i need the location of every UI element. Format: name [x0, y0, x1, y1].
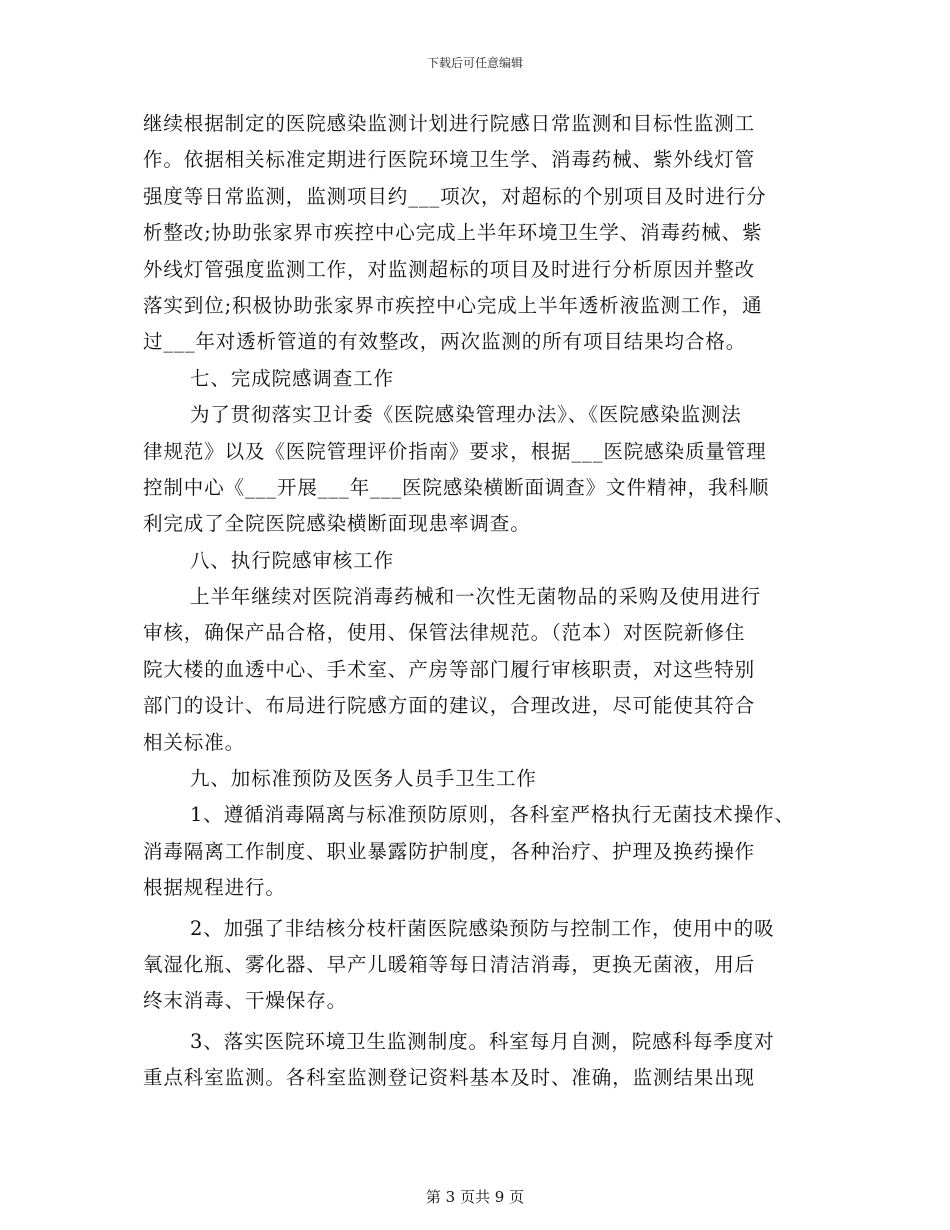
page-header-note: 下载后可任意编辑	[426, 56, 523, 70]
body-line: 析整改;协助张家界市疾控中心完成上半年环境卫生学、消毒药械、紫	[143, 221, 763, 245]
body-line: 部门的设计、布局进行院感方面的建议，合理改进，尽可能使其符合	[143, 694, 756, 718]
body-line: 上半年继续对医院消毒药械和一次性无菌物品的采购及使用进行	[190, 585, 762, 609]
page-number: 第 3 页共 9 页	[425, 1188, 525, 1206]
body-line: 外线灯管强度监测工作，对监测超标的项目及时进行分析原因并整改	[143, 257, 756, 281]
body-line: 利完成了全院医院感染横断面现患率调查。	[143, 512, 531, 536]
body-line: 作。依据相关标准定期进行医院环境卫生学、消毒药械、紫外线灯管	[143, 148, 756, 172]
body-line: 继续根据制定的医院感染监测计划进行院感日常监测和目标性监测工	[143, 112, 756, 135]
body-line: 过___年对透析管道的有效整改，两次监测的所有项目结果均合格。	[143, 330, 747, 354]
document-body	[143, 106, 813, 1097]
body-line: 根据规程进行。	[143, 876, 286, 900]
body-line: 强度等日常监测，监测项目约___项次，对超标的个别项目及时进行分	[143, 184, 767, 208]
section-heading: 九、加标准预防及医务人员手卫生工作	[190, 767, 537, 791]
section-heading: 七、完成院感调查工作	[190, 366, 395, 390]
body-line: 氧湿化瓶、雾化器、早产儿暖箱等每日清洁消毒，更换无菌液，用后	[143, 952, 756, 976]
section-heading: 八、执行院感审核工作	[190, 548, 395, 572]
body-line: 终末消毒、干燥保存。	[143, 989, 348, 1013]
body-line: 消毒隔离工作制度、职业暴露防护制度，各种治疗、护理及换药操作	[143, 839, 756, 863]
body-line: 审核，确保产品合格，使用、保管法律规范。（范本）对医院新修住	[143, 621, 746, 645]
body-line: 重点科室监测。各科室监测登记资料基本及时、准确，监测结果出现	[143, 1066, 756, 1090]
body-line: 律规范》以及《医院管理评价指南》要求，根据___医院感染质量管理	[143, 439, 767, 463]
body-line: 落实到位;积极协助张家界市疾控中心完成上半年透析液监测工作，通	[143, 293, 763, 317]
body-line: 为了贯彻落实卫计委《医院感染管理办法》、《医院感染监测法	[190, 403, 742, 427]
body-line: 3、落实医院环境卫生监测制度。科室每月自测，院感科每季度对	[190, 1029, 775, 1053]
body-line: 相关标准。	[143, 730, 246, 754]
body-line: 控制中心《___开展___年___医院感染横断面调查》文件精神，我科顺	[143, 475, 770, 499]
body-line: 院大楼的血透中心、手术室、产房等部门履行审核职责，对这些特别	[143, 657, 756, 681]
body-line: 1、遵循消毒隔离与标准预防原则，各科室严格执行无菌技术操作、	[190, 803, 795, 827]
body-line: 2、加强了非结核分枝杆菌医院感染预防与控制工作，使用中的吸	[190, 916, 775, 940]
